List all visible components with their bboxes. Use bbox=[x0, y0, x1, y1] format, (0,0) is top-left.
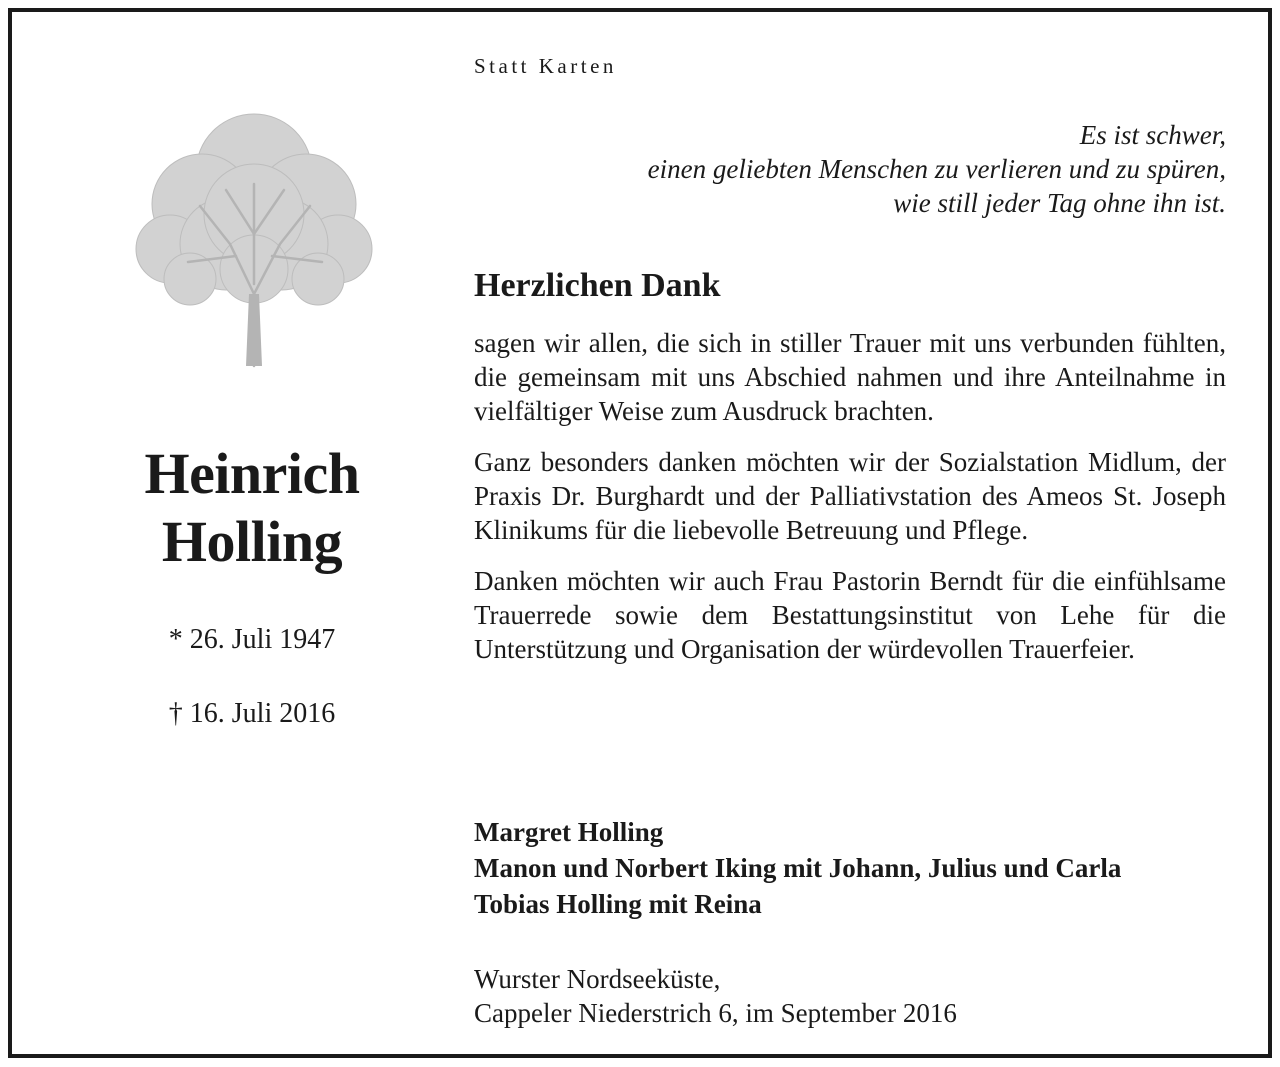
deceased-last-name: Holling bbox=[161, 509, 343, 574]
quote-line: Es ist schwer, bbox=[1079, 120, 1226, 150]
quote-line: einen geliebten Menschen zu verlieren und zu spüren, bbox=[647, 154, 1226, 184]
obituary-notice bbox=[8, 8, 1272, 1058]
thanks-paragraph: Ganz besonders danken möchten wir der Sozialstation Midlum, der Praxis Dr. Burghardt und der Palliativstation des Ameos St. Joseph Klinikums für die liebevolle Betreuung und Pflege. bbox=[474, 447, 1226, 545]
thanks-body bbox=[474, 326, 1226, 683]
deceased-name bbox=[112, 440, 392, 576]
signer: Manon und Norbert Iking mit Johann, Julius und Carla bbox=[474, 853, 1122, 883]
deceased-first-name: Heinrich bbox=[144, 441, 360, 506]
address-line: Wurster Nordseeküste, bbox=[474, 964, 721, 994]
death-date: † 16. Juli 2016 bbox=[168, 698, 336, 729]
statt-karten-header: Statt Karten bbox=[474, 54, 617, 78]
address bbox=[474, 962, 1226, 1030]
signers bbox=[474, 814, 1226, 922]
quote-line: wie still jeder Tag ohne ihn ist. bbox=[893, 188, 1226, 218]
signer: Tobias Holling mit Reina bbox=[474, 889, 762, 919]
thanks-paragraph: sagen wir allen, die sich in stiller Trauer mit uns verbunden fühlten, die gemeinsam mit uns Abschied nahmen und ihre Anteilnahme in vielfältiger Weise zum Ausdruck brachten. bbox=[474, 328, 1226, 426]
birth-date: * 26. Juli 1947 bbox=[168, 624, 336, 655]
thanks-paragraph: Danken möchten wir auch Frau Pastorin Berndt für die einfühlsame Trauerrede sowie dem Bestattungsinstitut von Lehe für die Unterstützung und Organisation der würdevollen Trauerfeier. bbox=[474, 566, 1226, 664]
thanks-heading: Herzlichen Dank bbox=[474, 267, 721, 304]
signer: Margret Holling bbox=[474, 817, 664, 847]
quote bbox=[474, 118, 1226, 220]
tree-icon bbox=[130, 94, 378, 374]
address-line: Cappeler Niederstrich 6, im September 2016 bbox=[474, 998, 957, 1028]
